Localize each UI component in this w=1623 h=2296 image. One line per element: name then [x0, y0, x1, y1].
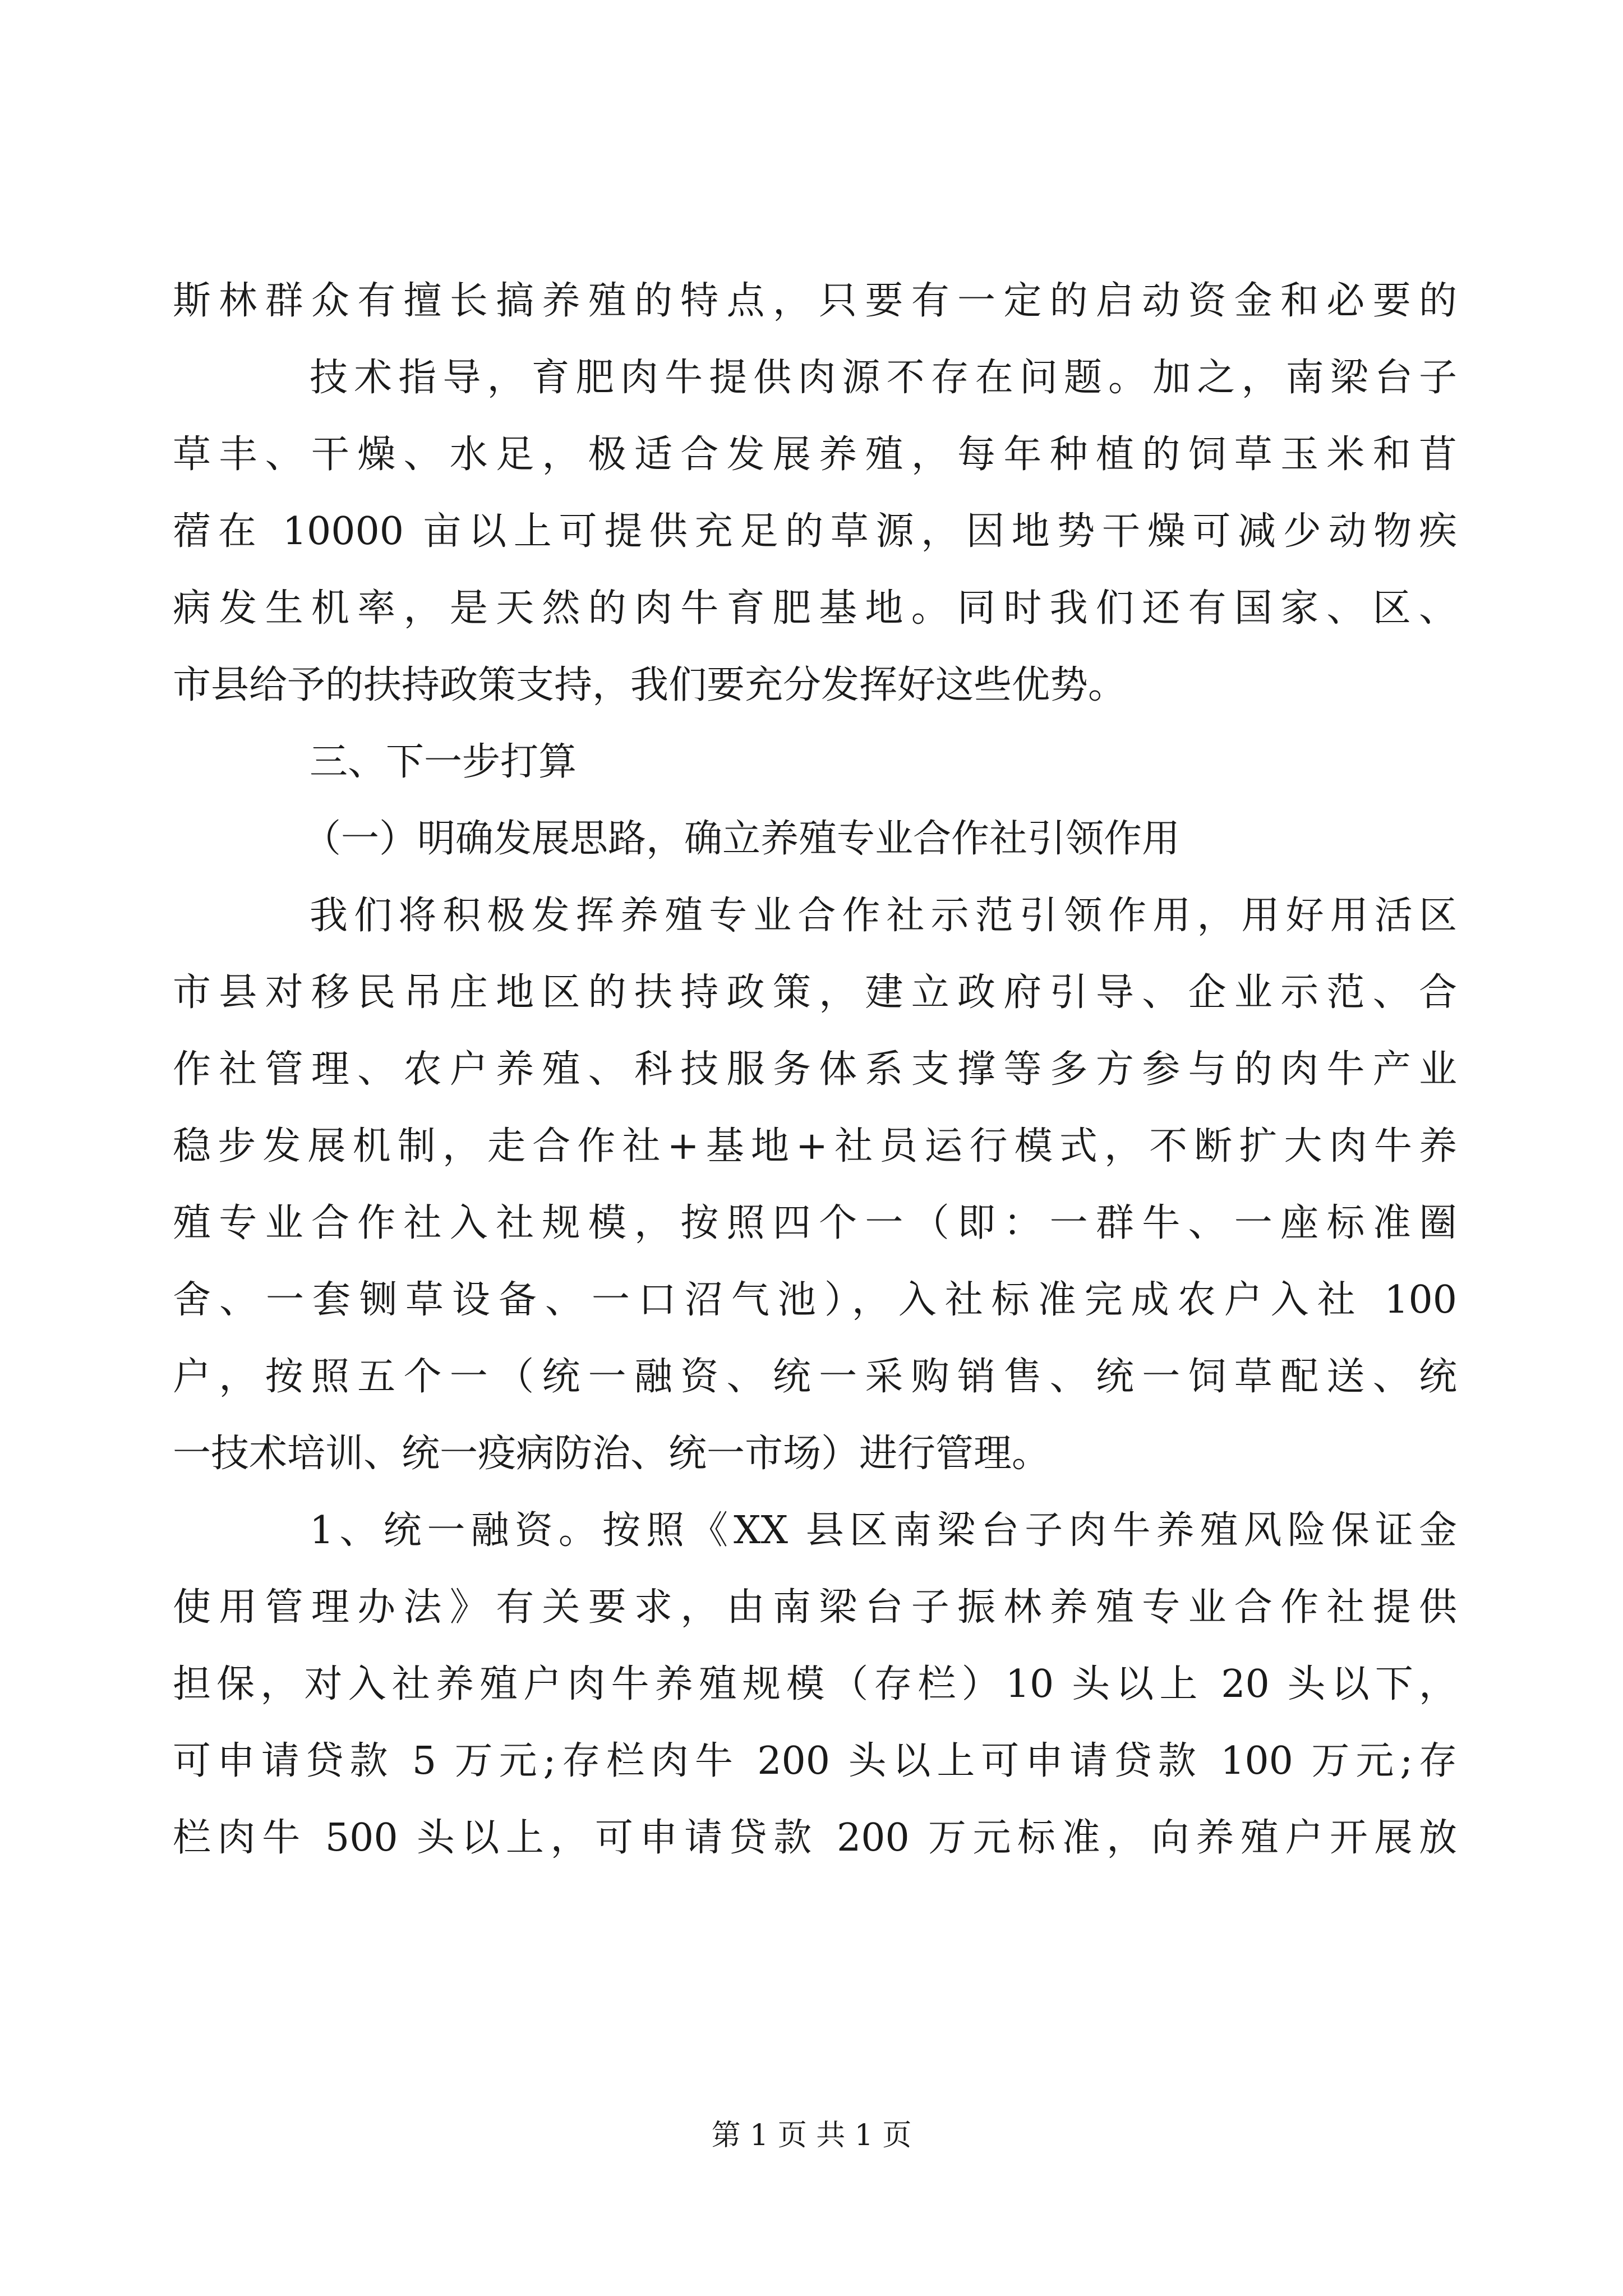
text-line: 担保，对入社养殖户肉牛养殖规模（存栏）10 头以上 20 头以下， [173, 1662, 1457, 1706]
text-line: 可申请贷款 5 万元;存栏肉牛 200 头以上可申请贷款 100 万元;存 [173, 1739, 1457, 1783]
text-line: 舍、一套铡草设备、一口沼气池），入社标准完成农户入社 100 [173, 1278, 1457, 1322]
text-line: 我们将积极发挥养殖专业合作社示范引领作用，用好用活区 [310, 894, 1457, 938]
text-line: 稳步发展机制，走合作社+基地+社员运行模式，不断扩大肉牛养 [173, 1124, 1457, 1168]
text-line: 市县对移民吊庄地区的扶持政策，建立政府引导、企业示范、合 [173, 970, 1457, 1015]
text-line: 市县给予的扶持政策支持，我们要充分发挥好这些优势。 [173, 663, 1127, 707]
text-line: 草丰、干燥、水足，极适合发展养殖，每年种植的饲草玉米和苜 [173, 432, 1457, 477]
page-footer: 第 1 页 共 1 页 [711, 2119, 912, 2152]
text-line: 户，按照五个一（统一融资、统一采购销售、统一饲草配送、统 [173, 1355, 1457, 1399]
subsection-heading: （一）明确发展思路，确立养殖专业合作社引领作用 [303, 817, 1181, 861]
text-line: 蓿在 10000 亩以上可提供充足的草源，因地势干燥可减少动物疾 [173, 509, 1457, 554]
text-line: 斯林群众有擅长搞养殖的特点，只要有一定的启动资金和必要的 [173, 279, 1457, 323]
text-line: 技术指导，育肥肉牛提供肉源不存在问题。加之，南梁台子 [310, 356, 1457, 400]
text-line: 1、统一融资。按照《XX 县区南梁台子肉牛养殖风险保证金 [310, 1508, 1457, 1553]
text-line: 作社管理、农户养殖、科技服务体系支撑等多方参与的肉牛产业 [173, 1047, 1457, 1092]
text-line: 病发生机率，是天然的肉牛育肥基地。同时我们还有国家、区、 [173, 586, 1457, 631]
text-line: 一技术培训、统一疫病防治、统一市场）进行管理。 [173, 1432, 1050, 1476]
document-body [173, 263, 1457, 1876]
text-line: 殖专业合作社入社规模，按照四个一（即：一群牛、一座标准圈 [173, 1201, 1457, 1245]
text-line: 栏肉牛 500 头以上，可申请贷款 200 万元标准，向养殖户开展放 [173, 1816, 1457, 1860]
text-line: 使用管理办法》有关要求，由南梁台子振林养殖专业合作社提供 [173, 1585, 1457, 1630]
section-heading: 三、下一步打算 [310, 740, 577, 784]
